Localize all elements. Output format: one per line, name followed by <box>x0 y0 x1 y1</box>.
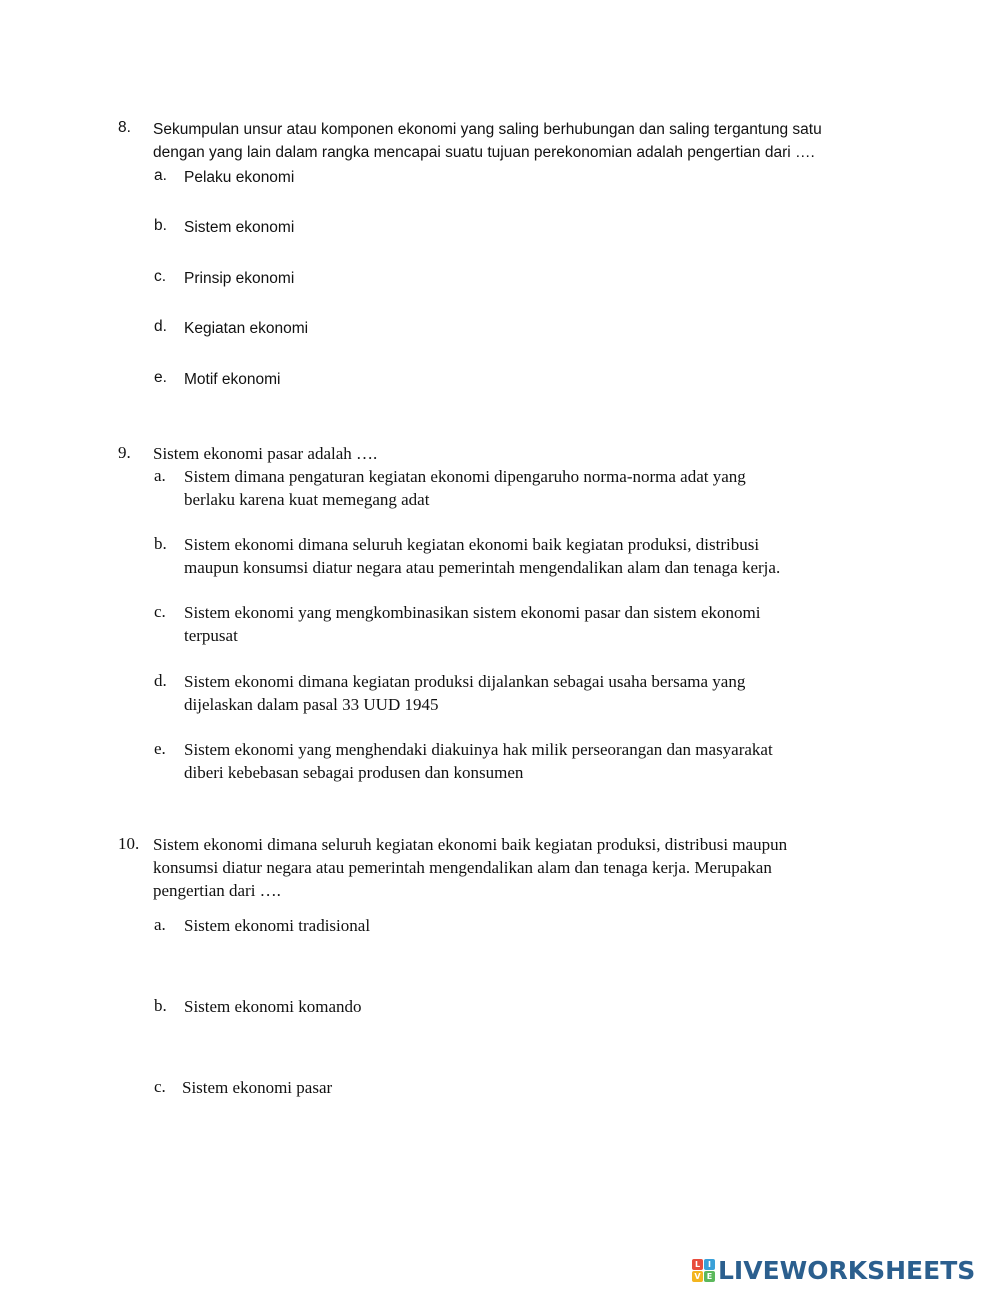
option-letter: d. <box>154 318 167 335</box>
stem-line: konsumsi diatur negara atau pemerintah mengendalikan alam dan tenaga kerja. Merupakan <box>153 858 772 877</box>
option-text: Sistem ekonomi pasar <box>182 1078 333 1097</box>
option-letter: a. <box>154 915 166 934</box>
option-text: diberi kebebasan sebagai produsen dan konsumen <box>184 763 524 782</box>
option-c[interactable] <box>184 267 884 290</box>
option-text: Sistem ekonomi dimana seluruh kegiatan ekonomi baik kegiatan produksi, distribusi <box>184 535 760 554</box>
option-letter: b. <box>154 534 167 553</box>
option-letter: c. <box>154 602 166 621</box>
option-e[interactable] <box>184 738 884 784</box>
option-text: terpusat <box>184 626 238 645</box>
option-b[interactable] <box>184 995 884 1018</box>
question-stem <box>153 833 883 902</box>
option-text: Sistem ekonomi <box>184 219 295 236</box>
option-d[interactable] <box>184 317 884 340</box>
option-d[interactable] <box>184 670 884 716</box>
option-letter: c. <box>154 268 167 285</box>
option-text: Sistem ekonomi yang menghendaki diakuinya hak milik perseorangan dan masyarakat <box>184 740 773 759</box>
stem-line: dengan yang lain dalam rangka mencapai suatu tujuan perekonomian adalah pengertian dari …. <box>153 144 815 161</box>
option-a[interactable] <box>184 914 884 937</box>
option-letter: b. <box>154 217 167 234</box>
option-text: Sistem dimana pengaturan kegiatan ekonomi dipengaruho norma-norma adat yang <box>184 467 746 486</box>
question-number: 8. <box>118 119 131 136</box>
option-letter: a. <box>154 466 166 485</box>
liveworksheets-logo-icon <box>692 1259 715 1282</box>
logo-tile: V <box>692 1271 703 1282</box>
option-a[interactable] <box>184 465 884 511</box>
question-number: 9. <box>118 443 131 462</box>
option-b[interactable] <box>184 533 884 579</box>
option-text: Motif ekonomi <box>184 371 281 388</box>
option-text: Pelaku ekonomi <box>184 169 295 186</box>
option-letter: e. <box>154 739 166 758</box>
logo-tile: L <box>692 1259 703 1270</box>
option-text: Kegiatan ekonomi <box>184 320 309 337</box>
option-letter: c. <box>154 1077 166 1096</box>
logo-tile: E <box>704 1271 715 1282</box>
option-text: Prinsip ekonomi <box>184 270 295 287</box>
option-text: dijelaskan dalam pasal 33 UUD 1945 <box>184 695 439 714</box>
brand-text: LIVEWORKSHEETS <box>718 1255 976 1285</box>
question-stem <box>153 442 883 465</box>
question-number: 10. <box>118 834 140 853</box>
option-letter: b. <box>154 996 167 1015</box>
option-e[interactable] <box>184 368 884 391</box>
option-a[interactable] <box>184 166 884 189</box>
option-letter: e. <box>154 369 167 386</box>
option-b[interactable] <box>184 216 884 239</box>
stem-line: Sistem ekonomi pasar adalah …. <box>153 444 378 463</box>
liveworksheets-brand <box>692 1252 975 1288</box>
option-c[interactable] <box>182 1076 882 1099</box>
option-text: Sistem ekonomi komando <box>184 997 362 1016</box>
option-letter: a. <box>154 167 167 184</box>
option-text: Sistem ekonomi yang mengkombinasikan sistem ekonomi pasar dan sistem ekonomi <box>184 603 761 622</box>
logo-tile: I <box>704 1259 715 1270</box>
stem-line: Sekumpulan unsur atau komponen ekonomi yang saling berhubungan dan saling tergantung satu <box>153 121 822 138</box>
option-letter: d. <box>154 671 167 690</box>
option-text: berlaku karena kuat memegang adat <box>184 490 430 509</box>
option-text: Sistem ekonomi tradisional <box>184 916 371 935</box>
option-c[interactable] <box>184 601 884 647</box>
question-stem <box>153 118 883 164</box>
stem-line: Sistem ekonomi dimana seluruh kegiatan ekonomi baik kegiatan produksi, distribusi maupun <box>153 835 788 854</box>
option-text: maupun konsumsi diatur negara atau pemerintah mengendalikan alam dan tenaga kerja. <box>184 558 781 577</box>
stem-line: pengertian dari …. <box>153 881 281 900</box>
option-text: Sistem ekonomi dimana kegiatan produksi dijalankan sebagai usaha bersama yang <box>184 672 746 691</box>
